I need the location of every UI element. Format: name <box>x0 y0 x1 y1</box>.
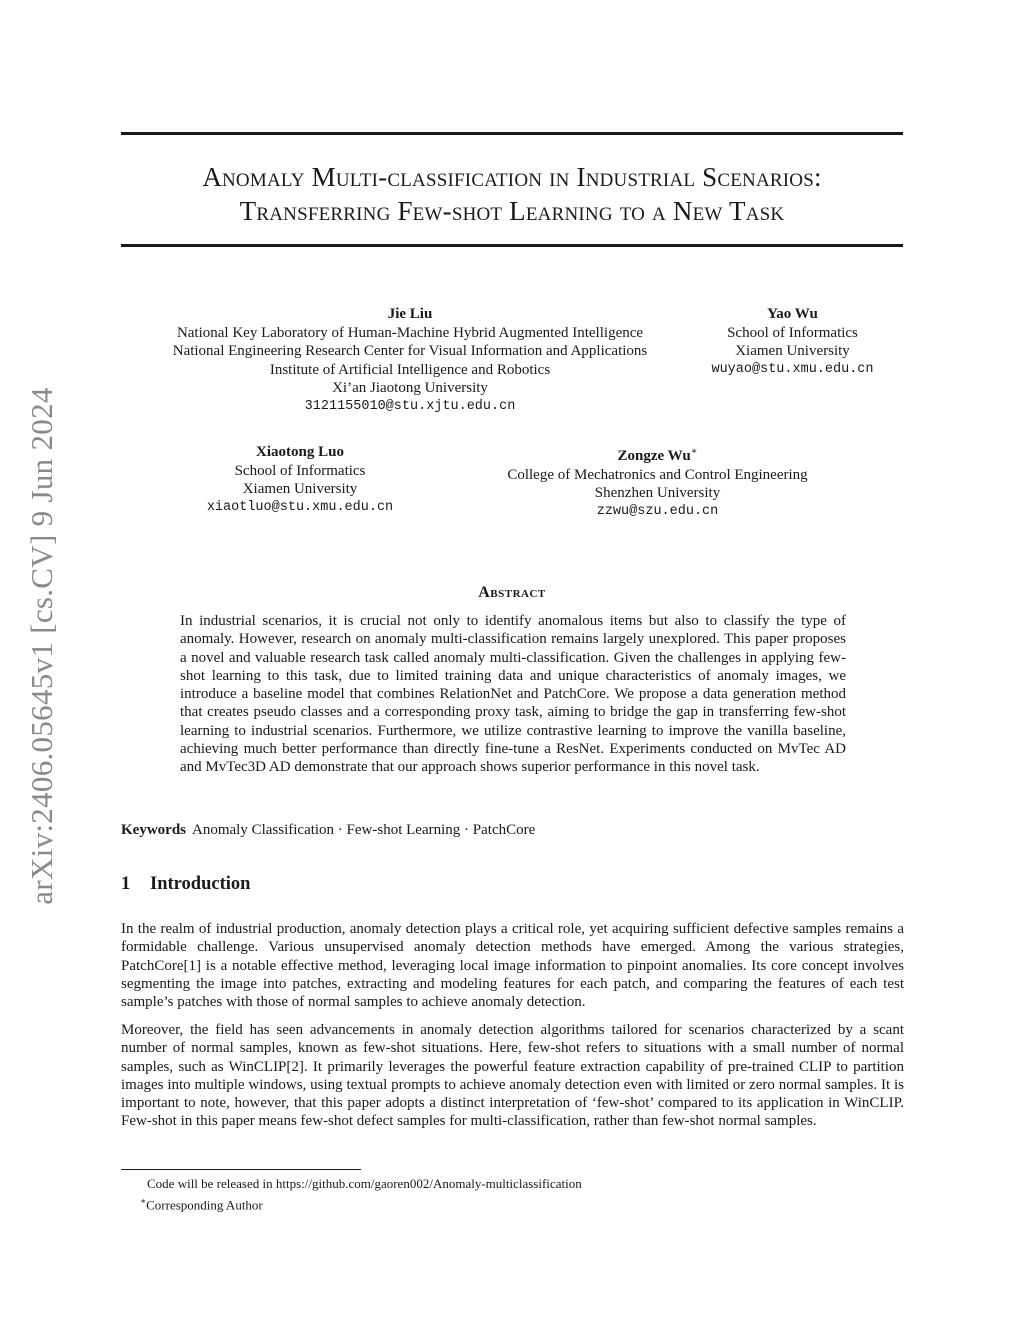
arxiv-stamp-text: arXiv:2406.05645v1 [cs.CV] 9 Jun 2024 <box>24 387 59 905</box>
footnote-corresponding <box>140 1193 263 1213</box>
author-name: Jie Liu <box>387 306 433 322</box>
author-email: 3121155010@stu.xjtu.edu.cn <box>304 398 516 414</box>
author-name: Xiaotong Luo <box>256 444 344 460</box>
title-line-2: Transferring Few-shot Learning to a New Task <box>239 196 785 226</box>
author-affiliation: Institute of Artificial Intelligence and Robotics <box>269 361 551 378</box>
keywords-label: Keywords <box>121 822 186 838</box>
section-number: 1 <box>121 874 131 894</box>
paper-title <box>100 160 924 228</box>
footnote-text: Corresponding Author <box>146 1197 263 1213</box>
author-affiliation: Xiamen University <box>242 481 358 497</box>
section-heading <box>121 874 250 895</box>
author-affiliation: Shenzhen University <box>594 485 721 501</box>
author-affiliation: School of Informatics <box>234 462 366 479</box>
intro-paragraph-2: Moreover, the field has seen advancements in anomaly detection algorithms tailored for scenarios characterized by a scant number of normal samples, known as few-shot situations. Here, few-shot refers to situations with a small number of normal samples, such as WinCLIP[2]. It primarily leverages the powerful feature extraction capability of pre-trained CLIP to partition images into multiple windows, using textual prompts to achieve anomaly detection even with limited or zero normal samples. It is important to note, however, that this paper adopts a distinct interpretation of ‘few-shot’ compared to its application in WinCLIP. Few-shot in this paper means few-shot defect samples for multi-classification, rather than few-shot normal samples. <box>121 1022 904 1130</box>
author-block-4 <box>470 443 845 521</box>
author-block-1 <box>120 305 700 416</box>
author-email: zzwu@szu.edu.cn <box>596 503 719 519</box>
author-affiliation: Xiamen University <box>735 343 850 359</box>
footnote-mark: ∗ <box>140 1196 147 1206</box>
arxiv-identifier-stamp <box>20 365 64 927</box>
author-name-row <box>470 443 845 466</box>
section-title: Introduction <box>150 874 251 894</box>
author-block-2 <box>690 305 895 379</box>
author-name: Zongze Wu <box>617 448 691 464</box>
abstract-text: In industrial scenarios, it is crucial not only to identify anomalous items but also to classify the type of anomaly. However, research on anomaly multi-classification remains largely unexplored. This paper proposes a novel and valuable research task called anomaly multi-classification. Given the challenges in applying few-shot learning to this task, due to limited training data and unique characteristics of anomaly images, we introduce a baseline model that combines RelationNet and PatchCore. We propose a data generation method that creates pseudo classes and a corresponding proxy task, aiming to bridge the gap in transferring few-shot learning to industrial scenarios. Furthermore, we utilize contrastive learning to improve the vanilla baseline, achieving much better performance than directly fine-tune a ResNet. Experiments conducted on MvTec AD and MvTec3D AD demonstrate that our approach shows superior performance in this novel task. <box>180 613 846 776</box>
author-affiliation: College of Mechatronics and Control Engineering <box>507 466 808 483</box>
title-top-rule <box>121 132 903 135</box>
intro-paragraph-1: In the realm of industrial production, anomaly detection plays a critical role, yet acquiring sufficient defective samples remains a formidable challenge. Various unsupervised anomaly detection methods have emerged. Among the various strategies, PatchCore[1] is a notable effective method, leveraging local image information to pinpoint anomalies. Its core concept involves segmenting the image into patches, extracting and modeling features for each patch, and comparing the features of each test sample’s patches with those of normal samples to achieve anomaly detection. <box>121 921 904 1011</box>
author-affiliation: National Key Laboratory of Human-Machine Hybrid Augmented Intelligence <box>176 324 644 341</box>
author-affiliation: School of Informatics <box>727 324 858 341</box>
author-email: xiaotluo@stu.xmu.edu.cn <box>206 499 394 515</box>
corresponding-author-mark: ∗ <box>690 446 698 457</box>
footnote-rule <box>121 1169 361 1170</box>
title-line-1: Anomaly Multi-classification in Industrial Scenarios: <box>202 162 822 192</box>
footnote-code <box>147 1176 582 1192</box>
abstract-heading: Abstract <box>478 584 546 601</box>
keywords-text: Anomaly Classification · Few-shot Learning · PatchCore <box>192 822 536 838</box>
author-affiliation: Xi’an Jiaotong University <box>332 380 488 396</box>
title-bottom-rule <box>121 244 903 247</box>
footnote-text: Code will be released in https://github.com/gaoren002/Anomaly-multiclassification <box>147 1176 582 1191</box>
author-email: wuyao@stu.xmu.edu.cn <box>711 361 874 377</box>
author-affiliation: National Engineering Research Center for Visual Information and Applications <box>172 343 648 359</box>
author-name: Yao Wu <box>767 306 818 322</box>
author-block-3 <box>190 443 410 517</box>
keywords-line <box>121 822 535 839</box>
